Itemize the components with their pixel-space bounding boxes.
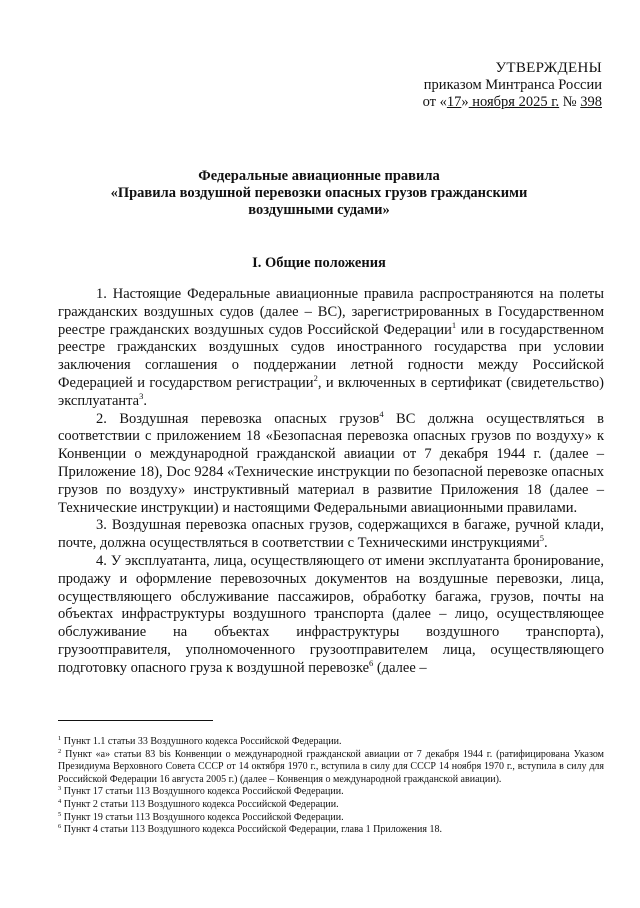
p4-text-b: (далее – <box>373 659 427 676</box>
footnote-5 <box>58 812 604 825</box>
footnote-text: Пункт 2 статьи 113 Воздушного кодекса Российской Федерации. <box>61 798 339 810</box>
footnote-text: Пункт «а» статьи 83 bis Конвенции о международной гражданской авиации от 7 декабря 1944 г. (ратифицирована Указом Президиума Верховного Совета СССР от 14 октября 1970 г., вступила в силу для СССР 14 ноября 1970 г., вступила в силу для Российской Федерации 16 августа 2005 г.) (далее – Конвенция о международной гражданской авиации). <box>58 748 604 785</box>
footnote-text: Пункт 19 статьи 113 Воздушного кодекса Российской Федерации. <box>61 811 344 823</box>
approval-title: УТВЕРЖДЕНЫ <box>495 60 602 76</box>
approval-order-line: приказом Минтранса России <box>423 77 602 93</box>
footnote-separator <box>58 720 213 721</box>
footnote-ref-1: 1 <box>451 319 457 330</box>
footnotes <box>58 736 604 837</box>
section-heading: I. Общие положения <box>252 255 386 271</box>
paragraph-1 <box>58 286 604 411</box>
p2-text-a: 2. Воздушная перевозка опасных грузов <box>96 410 380 427</box>
footnote-number: 3 <box>58 785 62 793</box>
date-mid: » <box>461 94 469 110</box>
title-line-3: воздушными судами» <box>248 202 390 218</box>
footnote-3 <box>58 786 604 799</box>
footnote-ref-4: 4 <box>379 408 384 419</box>
footnote-number: 1 <box>58 735 62 742</box>
footnote-ref-3: 3 <box>139 390 144 401</box>
footnote-2 <box>58 749 604 787</box>
footnote-ref-6: 6 <box>369 657 374 668</box>
footnote-text: Пункт 1.1 статьи 33 Воздушного кодекса Российской Федерации. <box>61 736 342 747</box>
title-line-2: «Правила воздушной перевозки опасных грузов гражданскими <box>110 185 528 201</box>
footnote-ref-2: 2 <box>313 372 318 383</box>
approval-block <box>390 60 602 111</box>
p1-text-a: 1. Настоящие Федеральные авиационные правила распространяются на полеты гражданских воздушных судов (далее – ВС), зарегистрированных в Государственном реестре гражданских воздушных судов Российской Федерации <box>58 286 604 338</box>
footnote-text: Пункт 4 статьи 113 Воздушного кодекса Российской Федерации, глава 1 Приложения 18. <box>61 824 442 836</box>
p1-text-d: . <box>143 392 147 409</box>
approval-date-line <box>390 94 602 111</box>
footnote-4 <box>58 799 604 812</box>
paragraph-4 <box>58 553 604 678</box>
document-body <box>58 286 604 678</box>
document-title <box>60 168 578 219</box>
date-prefix: от « <box>422 94 447 110</box>
date-month-year: ноября 2025 г. <box>468 94 560 110</box>
title-line-1: Федеральные авиационные правила <box>198 168 440 184</box>
date-day: 17 <box>446 94 462 110</box>
footnote-number: 4 <box>58 797 62 805</box>
p3-text-b: . <box>544 535 548 552</box>
footnote-number: 6 <box>58 823 62 831</box>
footnote-ref-5: 5 <box>539 533 545 544</box>
p1-text-b: или в государственном реестре гражданских воздушных судов иностранного государства при условии заключения соглашения о поддержании летной годности между Российской Федерацией и государством регистрации <box>58 321 604 391</box>
order-number: 398 <box>580 94 602 110</box>
footnote-number: 2 <box>58 747 62 755</box>
p1-text-c: , и включенных в сертификат (свидетельство) эксплуатанта <box>58 374 604 409</box>
number-label: № <box>559 94 581 110</box>
p3-text-a: 3. Воздушная перевозка опасных грузов, содержащихся в багаже, ручной клади, почте, должна осуществляться в соответствии с Техническими инструкциями <box>58 517 604 552</box>
p2-text-b: ВС должна осуществляться в соответствии с приложением 18 «Безопасная перевозка опасных грузов по воздуху» к Конвенции о международной гражданской авиации от 7 декабря 1944 г. (далее – Приложение 18), Doc 9284 «Технические инструкции по безопасной перевозке опасных грузов по воздуху» инструктивный материал в развитие Приложения 18 (далее – Технические инструкции) и настоящими Федеральными авиационными правилами. <box>58 410 605 516</box>
footnote-1 <box>58 736 604 749</box>
footnote-number: 5 <box>58 810 62 818</box>
p4-text-a: 4. У эксплуатанта, лица, осуществляющего от имени эксплуатанта бронирование, продажу и оформление перевозочных документов на воздушные перевозки, лица, осуществляющего обслуживание пассажиров, обработку багажа, грузов, почты на объектах инфраструктуры воздушного транспорта (далее – лицо, осуществляющее обслуживание на объектах инфраструктуры воздушного транспорта), грузоотправителя, уполномоченного грузоотправителем лица, осуществляющего подготовку опасного груза к воздушной перевозке <box>58 552 604 676</box>
footnote-6 <box>58 824 604 837</box>
footnote-text: Пункт 17 статьи 113 Воздушного кодекса Российской Федерации. <box>61 786 344 798</box>
paragraph-2 <box>58 408 605 518</box>
paragraph-3 <box>58 517 604 553</box>
